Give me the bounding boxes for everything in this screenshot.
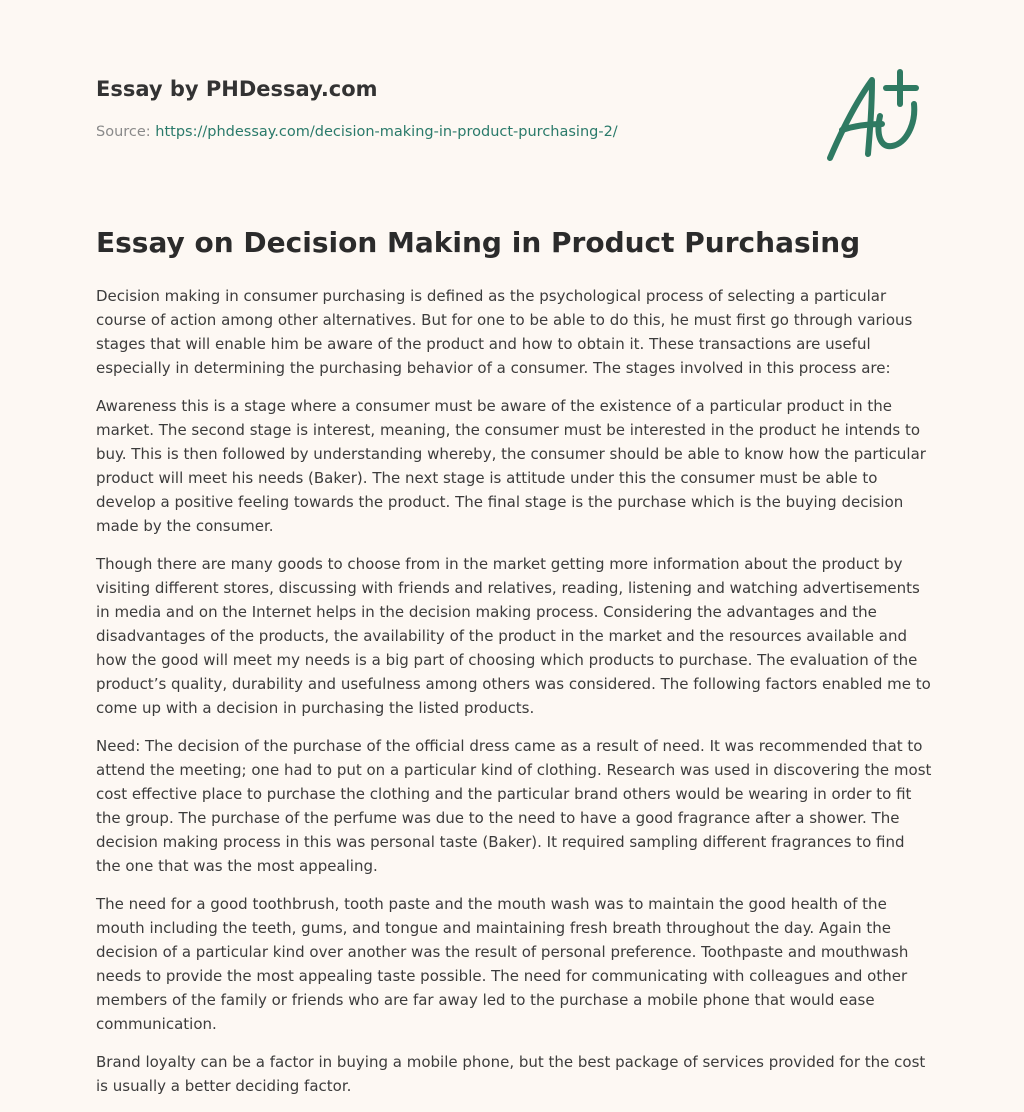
source-line xyxy=(96,124,618,140)
essay-title: Essay on Decision Making in Product Purchasing xyxy=(96,226,861,259)
source-label: Source: xyxy=(96,124,156,140)
essay-paragraph: Brand loyalty can be a factor in buying a mobile phone, but the best package of services provided for the cost is usually a better deciding factor. xyxy=(96,1053,926,1095)
essay-body xyxy=(96,284,932,1112)
essay-paragraph: Need: The decision of the purchase of the official dress came as a result of need. It was recommended that to attend the meeting; one had to put on a particular kind of clothing. Research was used in discovering the most cost effective place to purchase the clothing and the particular brand others would be wearing in order to fit the group. The purchase of the perfume was due to the need to have a good fragrance after a shower. The decision making process in this was personal taste (Baker). It required sampling different fragrances to find the one that was the most appealing. xyxy=(96,737,932,875)
essay-paragraph: Decision making in consumer purchasing is defined as the psychological process of selecting a particular course of action among other alternatives. But for one to be able to do this, he must first go through various stages that will enable him be aware of the product and how to obtain it. These transactions are useful especially in determining the purchasing behavior of a consumer. The stages involved in this process are: xyxy=(96,287,913,377)
essay-paragraph: Though there are many goods to choose from in the market getting more information about the product by visiting different stores, discussing with friends and relatives, reading, listening and watching advertisements in media and on the Internet helps in the decision making process. Considering the advantages and the disadvantages of the products, the availability of the product in the market and the resources available and how the good will meet my needs is a big part of choosing which products to purchase. The evaluation of the product’s quality, durability and usefulness among others was considered. The following factors enabled me to come up with a decision in purchasing the listed products. xyxy=(96,555,931,717)
a-plus-logo-icon xyxy=(820,68,930,168)
site-brand: Essay by PHDessay.com xyxy=(96,77,378,101)
essay-paragraph: Awareness this is a stage where a consumer must be aware of the existence of a particular product in the market. The second stage is interest, meaning, the consumer must be interested in the product he intends to buy. This is then followed by understanding whereby, the consumer should be able to know how the particular product will meet his needs (Baker). The next stage is attitude under this the consumer must be able to develop a positive feeling towards the product. The final stage is the purchase which is the buying decision made by the consumer. xyxy=(96,397,926,535)
essay-paragraph: The need for a good toothbrush, tooth paste and the mouth wash was to maintain the good health of the mouth including the teeth, gums, and tongue and maintaining fresh breath throughout the day. Again the decision of a particular kind over another was the result of personal preference. Toothpaste and mouthwash needs to provide the most appealing taste possible. The need for communicating with colleagues and other members of the family or friends who are far away led to the purchase a mobile phone that would ease communication. xyxy=(96,895,909,1033)
source-link[interactable]: https://phdessay.com/decision-making-in-product-purchasing-2/ xyxy=(155,124,618,140)
